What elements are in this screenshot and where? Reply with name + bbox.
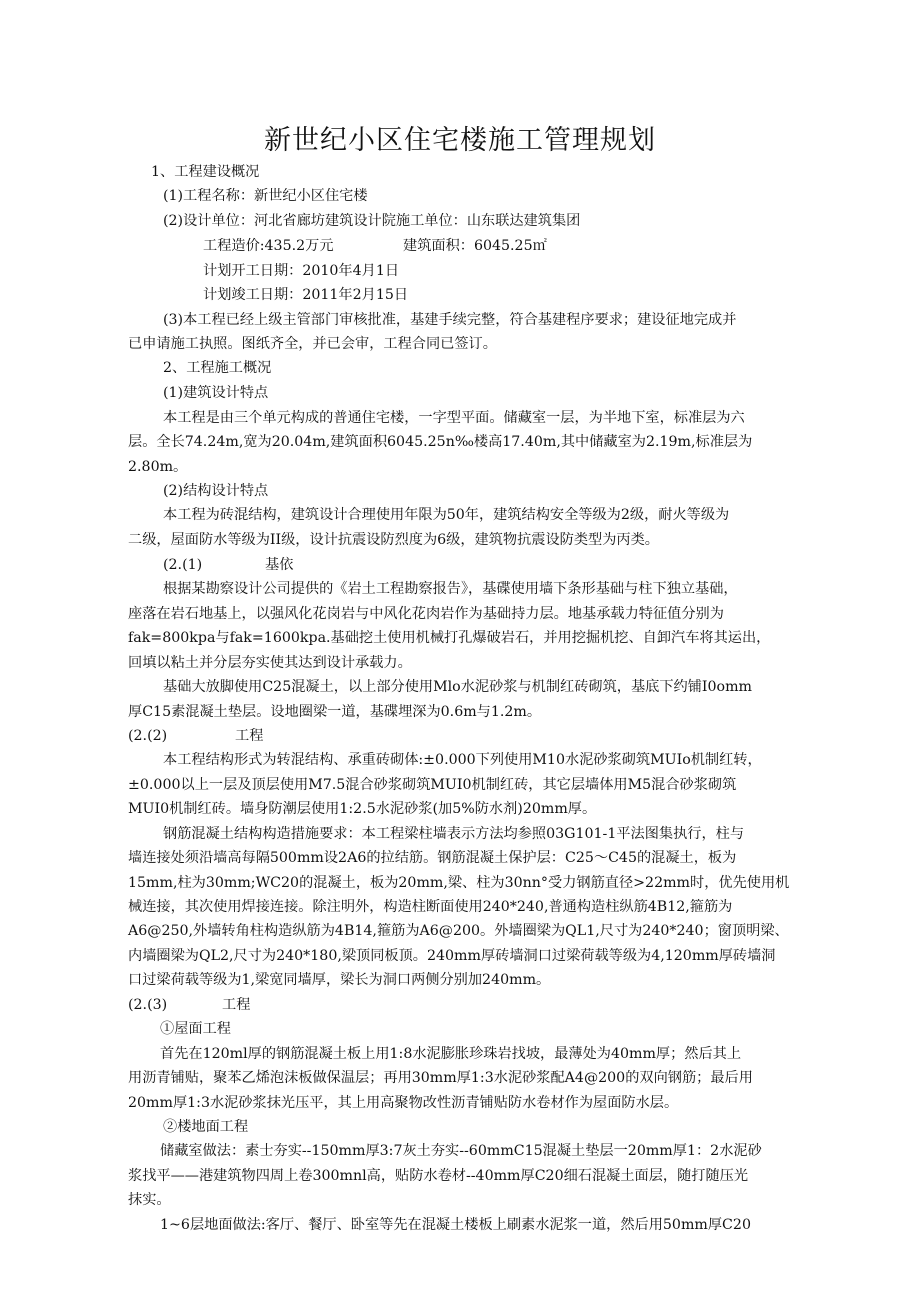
text-line: 15mm,柱为30mm;WC20的混凝土，板为20mm,梁、柱为30nn°受力钢筋直径>22mm时，优先使用机: [128, 875, 790, 891]
text-line: 本工程结构形式为转混结构、承重砖砌体:±0.000下列使用M10水泥砂浆砌筑MUIo机制红转，: [163, 752, 762, 768]
text-line: 厚C15素混凝土垫层。设地圈梁一道，基碟埋深为0.6m与1.2m。: [128, 704, 542, 720]
text-line: 根据某勘察设计公司提供的《岩土工程勘察报告》，基碟使用墙下条形基础与柱下独立基础，: [163, 581, 738, 597]
text-line: (1)工程名称：新世纪小区住宅楼: [163, 188, 368, 204]
text-line: 已申请施工执照。图纸齐全，并已会审，工程合同已签订。: [128, 336, 497, 352]
text-line: 内墙圈梁为QL2,尺寸为240*180,梁顶同板顶。240mm厚砖墙洞口过梁荷载等级为4,120mm厚砖墙洞: [128, 948, 776, 964]
text-line: 工程: [222, 997, 251, 1013]
text-line: 用沥青铺贴，聚苯乙烯泡沫板做保温层；再用30mm厚1:3水泥砂浆配A4@200的双向钢筋；最后用: [128, 1070, 753, 1086]
text-line: 座落在岩石地基上，以强风化花岗岩与中风化花肉岩作为基础持力层。地基承载力特征值分别为: [128, 606, 724, 622]
text-line: 回填以粘土并分层夯实使其达到设计承载力。: [128, 655, 412, 671]
text-line: A6@250,外墙转角柱构造纵筋为4B14,箍筋为A6@200。外墙圈梁为QL1,尺寸为240*240；窗顶明梁、: [128, 923, 789, 939]
text-line: 械连接，其次使用焊接连接。除注明外，构造柱断面使用240*240,普通构造柱纵筋4B12,箍筋为: [128, 899, 733, 915]
text-line: 本工程是由三个单元构成的普通住宅楼，一字型平面。储藏室一层，为半地下室，标准层为六: [163, 410, 745, 426]
text-line: 抹实。: [128, 1192, 171, 1208]
text-line: 墙连接处须沿墙高每隔500mm设2A6的拉结筋。钢筋混凝土保护层：C25～C45的混凝土，板为: [128, 850, 737, 866]
text-line: 钢筋混凝土结构构造措施要求：本工程梁柱墙表示方法均参照03G101-1平法图集执行，柱与: [163, 826, 745, 842]
text-line: (2.(1): [163, 557, 203, 573]
text-line: 层。全长74.24m,宽为20.04m,建筑面积6045.25n‰楼高17.40m,其中储藏室为2.19m,标准层为: [128, 434, 753, 450]
text-line: (1)建筑设计特点: [163, 385, 269, 401]
text-line: 1、工程建设概况: [151, 164, 260, 180]
text-line: (2.(2): [128, 728, 168, 744]
text-line: ±0.000以上一层及顶层使用M7.5混合砂浆砌筑MUI0机制红砖，其它层墙体用M5混合砂浆砌筑: [128, 777, 737, 793]
text-line: 基依: [265, 557, 294, 573]
text-line: 2.80m。: [128, 459, 188, 475]
text-line: 储藏室做法：素士夯实--150mm厚3:7灰土夯实--60mmC15混凝土垫层一20mm厚1：2水泥砂: [160, 1143, 762, 1159]
text-line: 计划竣工日期：2011年2月15日: [203, 287, 409, 303]
text-line: 工程: [235, 728, 264, 744]
text-line: 口过梁荷载等级为1,梁宽同墙厚，梁长为洞口两侧分别加240mm。: [128, 972, 551, 988]
text-line: (3)本工程已经上级主管部门审核批准，基建手续完整，符合基建程序要求；建设征地完成并: [163, 312, 737, 328]
text-line: ②楼地面工程: [163, 1119, 249, 1135]
text-line: (2)结构设计特点: [163, 483, 269, 499]
text-line: 计划开工日期：2010年4月1日: [203, 263, 400, 279]
text-line: 二级，屋面防水等级为II级，设计抗震设防烈度为6级，建筑物抗震设防类型为丙类。: [128, 532, 659, 548]
text-line: 1~6层地面做法:客厅、餐厅、卧室等先在混凝土楼板上刷素水泥浆一道，然后用50mm厚C20: [160, 1217, 751, 1233]
text-line: (2.(3): [128, 997, 168, 1013]
text-line: 浆找平——港建筑物四周上卷300mnl高，贴防水卷材--40mm厚C20细石混凝土面层，随打随压光: [128, 1168, 749, 1184]
text-line: 首先在120ml厚的钢筋混凝土板上用1:8水泥膨胀珍珠岩找坡，最薄处为40mm厚；然后其上: [160, 1046, 742, 1062]
text-line: 建筑面积：6045.25㎡: [403, 238, 547, 254]
text-line: MUI0机制红砖。墙身防潮层使用1:2.5水泥砂浆(加5%防水剂)20mm厚。: [128, 801, 597, 817]
text-line: 本工程为砖混结构，建筑设计合理使用年限为50年，建筑结构安全等级为2级，耐火等级为: [163, 507, 730, 523]
text-line: (2)设计单位：河北省廊坊建筑设计院施工单位：山东联达建筑集团: [163, 213, 581, 229]
text-line: 20mm厚1:3水泥砂浆抹光压平，其上用高聚物改性沥青铺贴防水卷材作为屋面防水层。: [128, 1095, 679, 1111]
document-title: 新世纪小区住宅楼施工管理规划: [264, 125, 656, 156]
text-line: 工程造价:435.2万元: [203, 238, 334, 254]
text-line: 2、工程施工概况: [163, 360, 272, 376]
text-line: 基础大放脚使用C25混凝土，以上部分使用Mlo水泥砂浆与机制红砖砌筑，基底下约铺I0omm: [163, 679, 752, 695]
text-line: ①屋面工程: [160, 1021, 231, 1037]
text-line: fak=800kpa与fak=1600kpa.基础挖土使用机械打孔爆破岩石，并用挖掘机挖、自卸汽车将其运出，: [128, 630, 771, 646]
